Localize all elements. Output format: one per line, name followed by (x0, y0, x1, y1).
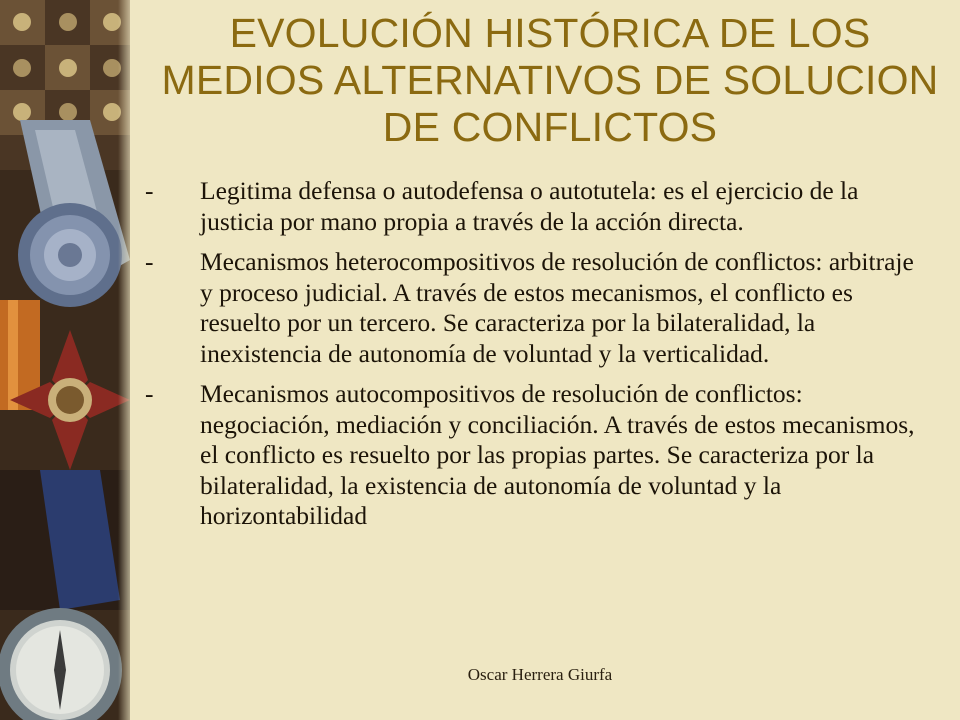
bullet-marker: - (145, 379, 154, 408)
bullet-list (140, 176, 920, 542)
list-item-text: Mecanismos heterocompositivos de resolución de conflictos: arbitraje y proceso judicial. A través de estos mecanismos, el conflicto es resuelto por un tercero. Se caracteriza por la bilateralidad, la inexistencia de autonomía de voluntad y la verticalidad. (200, 247, 914, 368)
bullet-marker: - (145, 176, 154, 205)
rosette-ribbon-icon (18, 203, 122, 307)
list-item (140, 247, 920, 369)
list-item (140, 379, 920, 532)
decorative-photo-strip (0, 0, 130, 720)
list-item-text: Mecanismos autocompositivos de resolución de conflictos: negociación, mediación y conciliación. A través de estos mecanismos, el conflicto es resuelto por las propias partes. Se caracteriza por la bilateralidad, la existencia de autonomía de voluntad y la horizontabilidad (200, 379, 915, 530)
list-item-text: Legitima defensa o autodefensa o autotutela: es el ejercicio de la justicia por mano propia a través de la acción directa. (200, 176, 859, 236)
list-item (140, 176, 920, 237)
bullet-marker: - (145, 247, 154, 276)
slide-title: EVOLUCIÓN HISTÓRICA DE LOS MEDIOS ALTERNATIVOS DE SOLUCION DE CONFLICTOS (161, 10, 939, 150)
slide-footer: Oscar Herrera Giurfa (467, 665, 613, 684)
